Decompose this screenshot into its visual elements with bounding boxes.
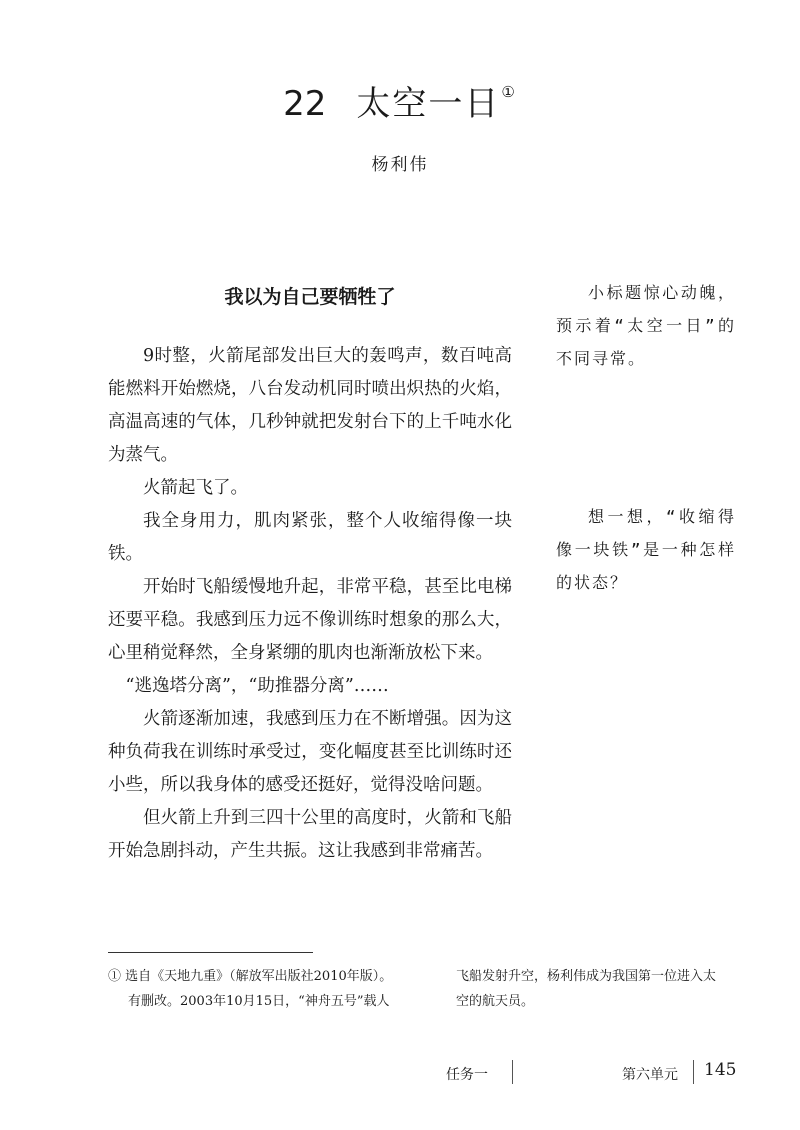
footnote-line: 有删改。2003年10月15日，“神舟五号”载人 (128, 994, 390, 1009)
section-subtitle: 我以为自己要牺牲了 (224, 286, 396, 308)
paragraph: “逃逸塔分离”，“助推器分离”…… (125, 676, 389, 696)
footnote-line: 飞船发射升空，杨利伟成为我国第一位进入太 (456, 969, 717, 984)
page-footer (0, 1060, 800, 1090)
side-note (556, 500, 736, 599)
footnote-divider (108, 952, 313, 953)
footnote-line: 选自《天地九重》（解放军出版社2010年版）。 (125, 969, 393, 984)
paragraph: 9时整，火箭尾部发出巨大的轰鸣声，数百吨高能燃料开始燃烧，八台发动机同时喷出炽热的火焰，高温高速的气体，几秒钟就把发射台下的上千吨水化为蒸气。 (108, 346, 512, 465)
footer-divider (512, 1060, 513, 1084)
side-note-text: 小标题惊心动魄，预示着“太空一日”的不同寻常。 (556, 283, 736, 368)
paragraph: 我全身用力，肌肉紧张，整个人收缩得像一块铁。 (108, 511, 512, 564)
paragraph: 火箭逐渐加速，我感到压力在不断增强。因为这种负荷我在训练时承受过，变化幅度甚至比训练时还小些，所以我身体的感受还挺好，觉得没啥问题。 (108, 709, 512, 795)
side-note (556, 276, 736, 375)
lesson-title-text: 太空一日 (356, 84, 501, 124)
footer-unit-label: 第六单元 (622, 1067, 678, 1083)
lesson-title (0, 76, 800, 125)
paragraph: 开始时飞船缓慢地升起，非常平稳，甚至比电梯还要平稳。我感到压力远不像训练时想象的那么大，心里稍觉释然，全身紧绷的肌肉也渐渐放松下来。 (108, 577, 512, 663)
paragraph: 但火箭上升到三四十公里的高度时，火箭和飞船开始急剧抖动，产生共振。这让我感到非常痛苦。 (108, 808, 512, 861)
footnote-left-column (108, 964, 408, 1014)
footnote-line: 空的航天员。 (456, 994, 535, 1009)
footnote-mark: ① (108, 969, 122, 984)
page-number: 145 (704, 1060, 737, 1080)
footnote (108, 964, 730, 1024)
title-footnote-mark[interactable]: ① (501, 83, 517, 101)
paragraph: 火箭起飞了。 (143, 478, 248, 498)
footer-task-label: 任务一 (446, 1067, 488, 1083)
lesson-number: 22 (283, 84, 327, 124)
side-note-text: 想一想，“收缩得像一块铁”是一种怎样的状态？ (556, 507, 736, 592)
main-text (108, 340, 512, 868)
footnote-right-column (456, 964, 736, 1014)
footer-divider (693, 1060, 694, 1084)
author-name: 杨利伟 (371, 155, 429, 175)
